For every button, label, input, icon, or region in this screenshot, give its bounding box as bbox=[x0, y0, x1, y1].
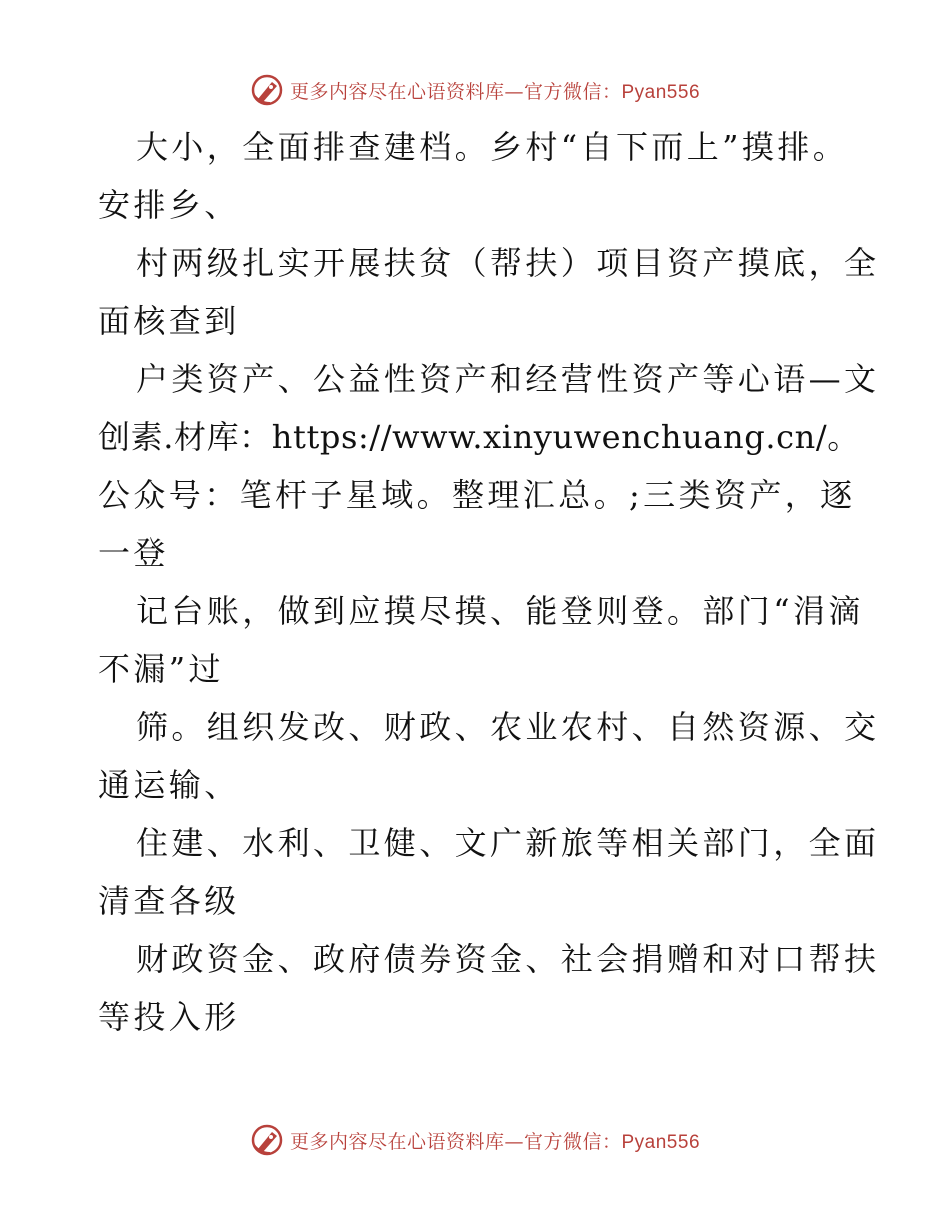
header-watermark-text bbox=[290, 77, 700, 104]
footer-watermark-text bbox=[290, 1127, 700, 1154]
body-line: 安排乡、 bbox=[98, 186, 240, 224]
body-line: 公众号：笔杆子星域。整理汇总。;三类资产，逐 bbox=[98, 476, 856, 514]
body-line: 筛。组织发改、财政、农业农村、自然资源、交 bbox=[136, 708, 880, 746]
body-line: 户类资产、公益性资产和经营性资产等心语—文 bbox=[136, 360, 880, 398]
header-watermark-dash: — bbox=[504, 80, 524, 103]
body-line: 清查各级 bbox=[98, 882, 240, 920]
body-line: 村两级扎实开展扶贫（帮扶）项目资产摸底，全 bbox=[136, 244, 880, 282]
body-line: 记台账，做到应摸尽摸、能登则登。部门“涓滴 bbox=[136, 592, 864, 630]
body-line: 等投入形 bbox=[98, 998, 240, 1036]
footer-watermark-dash: — bbox=[504, 1130, 524, 1153]
body-line: 财政资金、政府债券资金、社会捐赠和对口帮扶 bbox=[136, 940, 880, 978]
header-watermark-inner bbox=[250, 73, 700, 107]
body-line: 大小，全面排查建档。乡村“自下而上”摸排。 bbox=[136, 128, 849, 166]
footer-watermark-inner bbox=[250, 1123, 700, 1157]
body-line-url: 创素.材库：https://www.xinyuwenchuang.cn/。 bbox=[98, 418, 860, 456]
header-watermark-main: 更多内容尽在心语资料库 bbox=[289, 80, 505, 103]
footer-watermark-wechat-label: 官方微信： bbox=[523, 1130, 622, 1153]
header-watermark-wechat-id: Pyan556 bbox=[621, 81, 701, 103]
body-line: 面核查到 bbox=[98, 302, 240, 340]
footer-watermark-main: 更多内容尽在心语资料库 bbox=[289, 1130, 505, 1153]
body-line: 一登 bbox=[98, 534, 169, 572]
pen-nib-logo-icon bbox=[250, 1123, 284, 1157]
body-line: 不漏”过 bbox=[98, 650, 224, 688]
footer-watermark-banner bbox=[0, 1120, 950, 1160]
body-line: 住建、水利、卫健、文广新旅等相关部门，全面 bbox=[136, 824, 880, 862]
document-body bbox=[98, 118, 880, 1046]
footer-watermark-wechat-id: Pyan556 bbox=[621, 1131, 701, 1153]
pen-nib-logo-icon bbox=[250, 73, 284, 107]
body-line: 通运输、 bbox=[98, 766, 240, 804]
header-watermark-banner bbox=[0, 70, 950, 110]
header-watermark-wechat-label: 官方微信： bbox=[523, 80, 622, 103]
